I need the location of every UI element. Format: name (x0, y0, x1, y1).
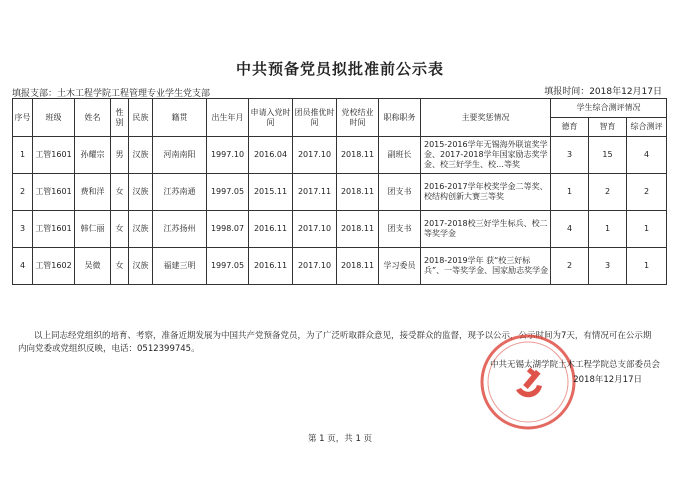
cell-awards: 2016-2017学年校奖学金二等奖、校结构创新大赛三等奖 (421, 174, 551, 211)
col-activist-date: 团员推优时间 (293, 99, 337, 137)
cell-ethnicity: 汉族 (129, 137, 153, 174)
cell-moral: 4 (551, 211, 589, 248)
col-class: 班级 (33, 99, 75, 137)
cell-hometown: 福建三明 (153, 248, 207, 285)
cell-total: 2 (627, 174, 667, 211)
cell-class: 工管1601 (33, 137, 75, 174)
cell-index: 1 (13, 137, 33, 174)
cell-ethnicity: 汉族 (129, 248, 153, 285)
cell-total: 4 (627, 137, 667, 174)
cell-moral: 1 (551, 174, 589, 211)
cell-hometown: 江苏扬州 (153, 211, 207, 248)
cell-name: 吴微 (75, 248, 111, 285)
branch-label: 填报支部：土木工程学院工程管理专业学生党支部 (12, 89, 211, 99)
cell-party-school: 2018.11 (337, 211, 379, 248)
col-position: 职称职务 (379, 99, 421, 137)
cell-hometown: 江苏南通 (153, 174, 207, 211)
cell-ethnicity: 汉族 (129, 211, 153, 248)
cell-birth: 1997.05 (207, 248, 249, 285)
cell-intel: 2 (589, 174, 627, 211)
col-apply-date: 申请入党时间 (249, 99, 293, 137)
cell-name: 韩仁丽 (75, 211, 111, 248)
col-ethnicity: 民族 (129, 99, 153, 137)
col-birth: 出生年月 (207, 99, 249, 137)
col-index: 序号 (13, 99, 33, 137)
cell-index: 2 (13, 174, 33, 211)
signature-org: 中共无锡太湖学院土木工程学院总支部委员会 (489, 360, 660, 370)
cell-birth: 1998.07 (207, 211, 249, 248)
cell-index: 3 (13, 211, 33, 248)
cell-position: 团支书 (379, 174, 421, 211)
cell-moral: 2 (551, 248, 589, 285)
cell-index: 4 (13, 248, 33, 285)
date-label: 填报时间：2018年12月17日 (544, 87, 662, 97)
col-eval-total: 综合测评 (627, 118, 667, 137)
cell-total: 1 (627, 211, 667, 248)
cell-party-school: 2018.11 (337, 174, 379, 211)
cell-intel: 15 (589, 137, 627, 174)
cell-name: 费和洋 (75, 174, 111, 211)
cell-total: 1 (627, 248, 667, 285)
cell-gender: 女 (111, 174, 129, 211)
cell-class: 工管1601 (33, 174, 75, 211)
col-eval-intel: 智育 (589, 118, 627, 137)
cell-activist-date: 2017.10 (293, 211, 337, 248)
cell-apply-date: 2016.04 (249, 137, 293, 174)
col-hometown: 籍贯 (153, 99, 207, 137)
nominee-table (12, 98, 667, 285)
table-row (13, 211, 667, 248)
cell-gender: 男 (111, 137, 129, 174)
cell-activist-date: 2017.10 (293, 248, 337, 285)
cell-party-school: 2018.11 (337, 137, 379, 174)
col-gender: 性别 (111, 99, 129, 137)
cell-birth: 1997.05 (207, 174, 249, 211)
cell-name: 孙耀宗 (75, 137, 111, 174)
cell-gender: 女 (111, 248, 129, 285)
cell-apply-date: 2016.11 (249, 211, 293, 248)
cell-class: 工管1602 (33, 248, 75, 285)
col-party-school: 党校结业时间 (337, 99, 379, 137)
official-seal-icon (478, 332, 578, 432)
col-awards: 主要奖惩情况 (421, 99, 551, 137)
cell-intel: 1 (589, 211, 627, 248)
cell-position: 学习委员 (379, 248, 421, 285)
signature-date: 2018年12月17日 (573, 375, 642, 385)
cell-position: 团支书 (379, 211, 421, 248)
cell-class: 工管1601 (33, 211, 75, 248)
cell-birth: 1997.10 (207, 137, 249, 174)
col-eval-group: 学生综合测评情况 (551, 99, 667, 118)
col-eval-moral: 德育 (551, 118, 589, 137)
cell-gender: 女 (111, 211, 129, 248)
header-row (13, 99, 667, 118)
cell-apply-date: 2016.11 (249, 248, 293, 285)
document-title: 中共预备党员拟批准前公示表 (235, 60, 444, 78)
table-row (13, 248, 667, 285)
cell-intel: 3 (589, 248, 627, 285)
cell-awards: 2015-2016学年无锡海外联谊奖学金、2017-2018学年国家励志奖学金、校三好学生、校…等奖 (421, 137, 551, 174)
page-number: 第 1 页，共 1 页 (307, 434, 373, 444)
cell-apply-date: 2015.11 (249, 174, 293, 211)
cell-moral: 3 (551, 137, 589, 174)
cell-ethnicity: 汉族 (129, 174, 153, 211)
cell-party-school: 2018.11 (337, 248, 379, 285)
table-row (13, 174, 667, 211)
notice-text: 以上同志经党组织的培育、考察，准备近期发展为中国共产党预备党员，为了广泛听取群众意见，接受群众的监督，现予以公示，公示时间为7天，有情况可在公示期内向党委或党组织反映，电话：0512399745。 (18, 331, 652, 354)
cell-awards: 2018-2019学年 获“校三好标兵”、一等奖学金、国家励志奖学金 (421, 248, 551, 285)
cell-position: 副班长 (379, 137, 421, 174)
cell-activist-date: 2017.10 (293, 137, 337, 174)
col-name: 姓名 (75, 99, 111, 137)
table-row (13, 137, 667, 174)
cell-awards: 2017-2018校三好学生标兵、校二等奖学金 (421, 211, 551, 248)
cell-activist-date: 2017.11 (293, 174, 337, 211)
cell-hometown: 河南南阳 (153, 137, 207, 174)
